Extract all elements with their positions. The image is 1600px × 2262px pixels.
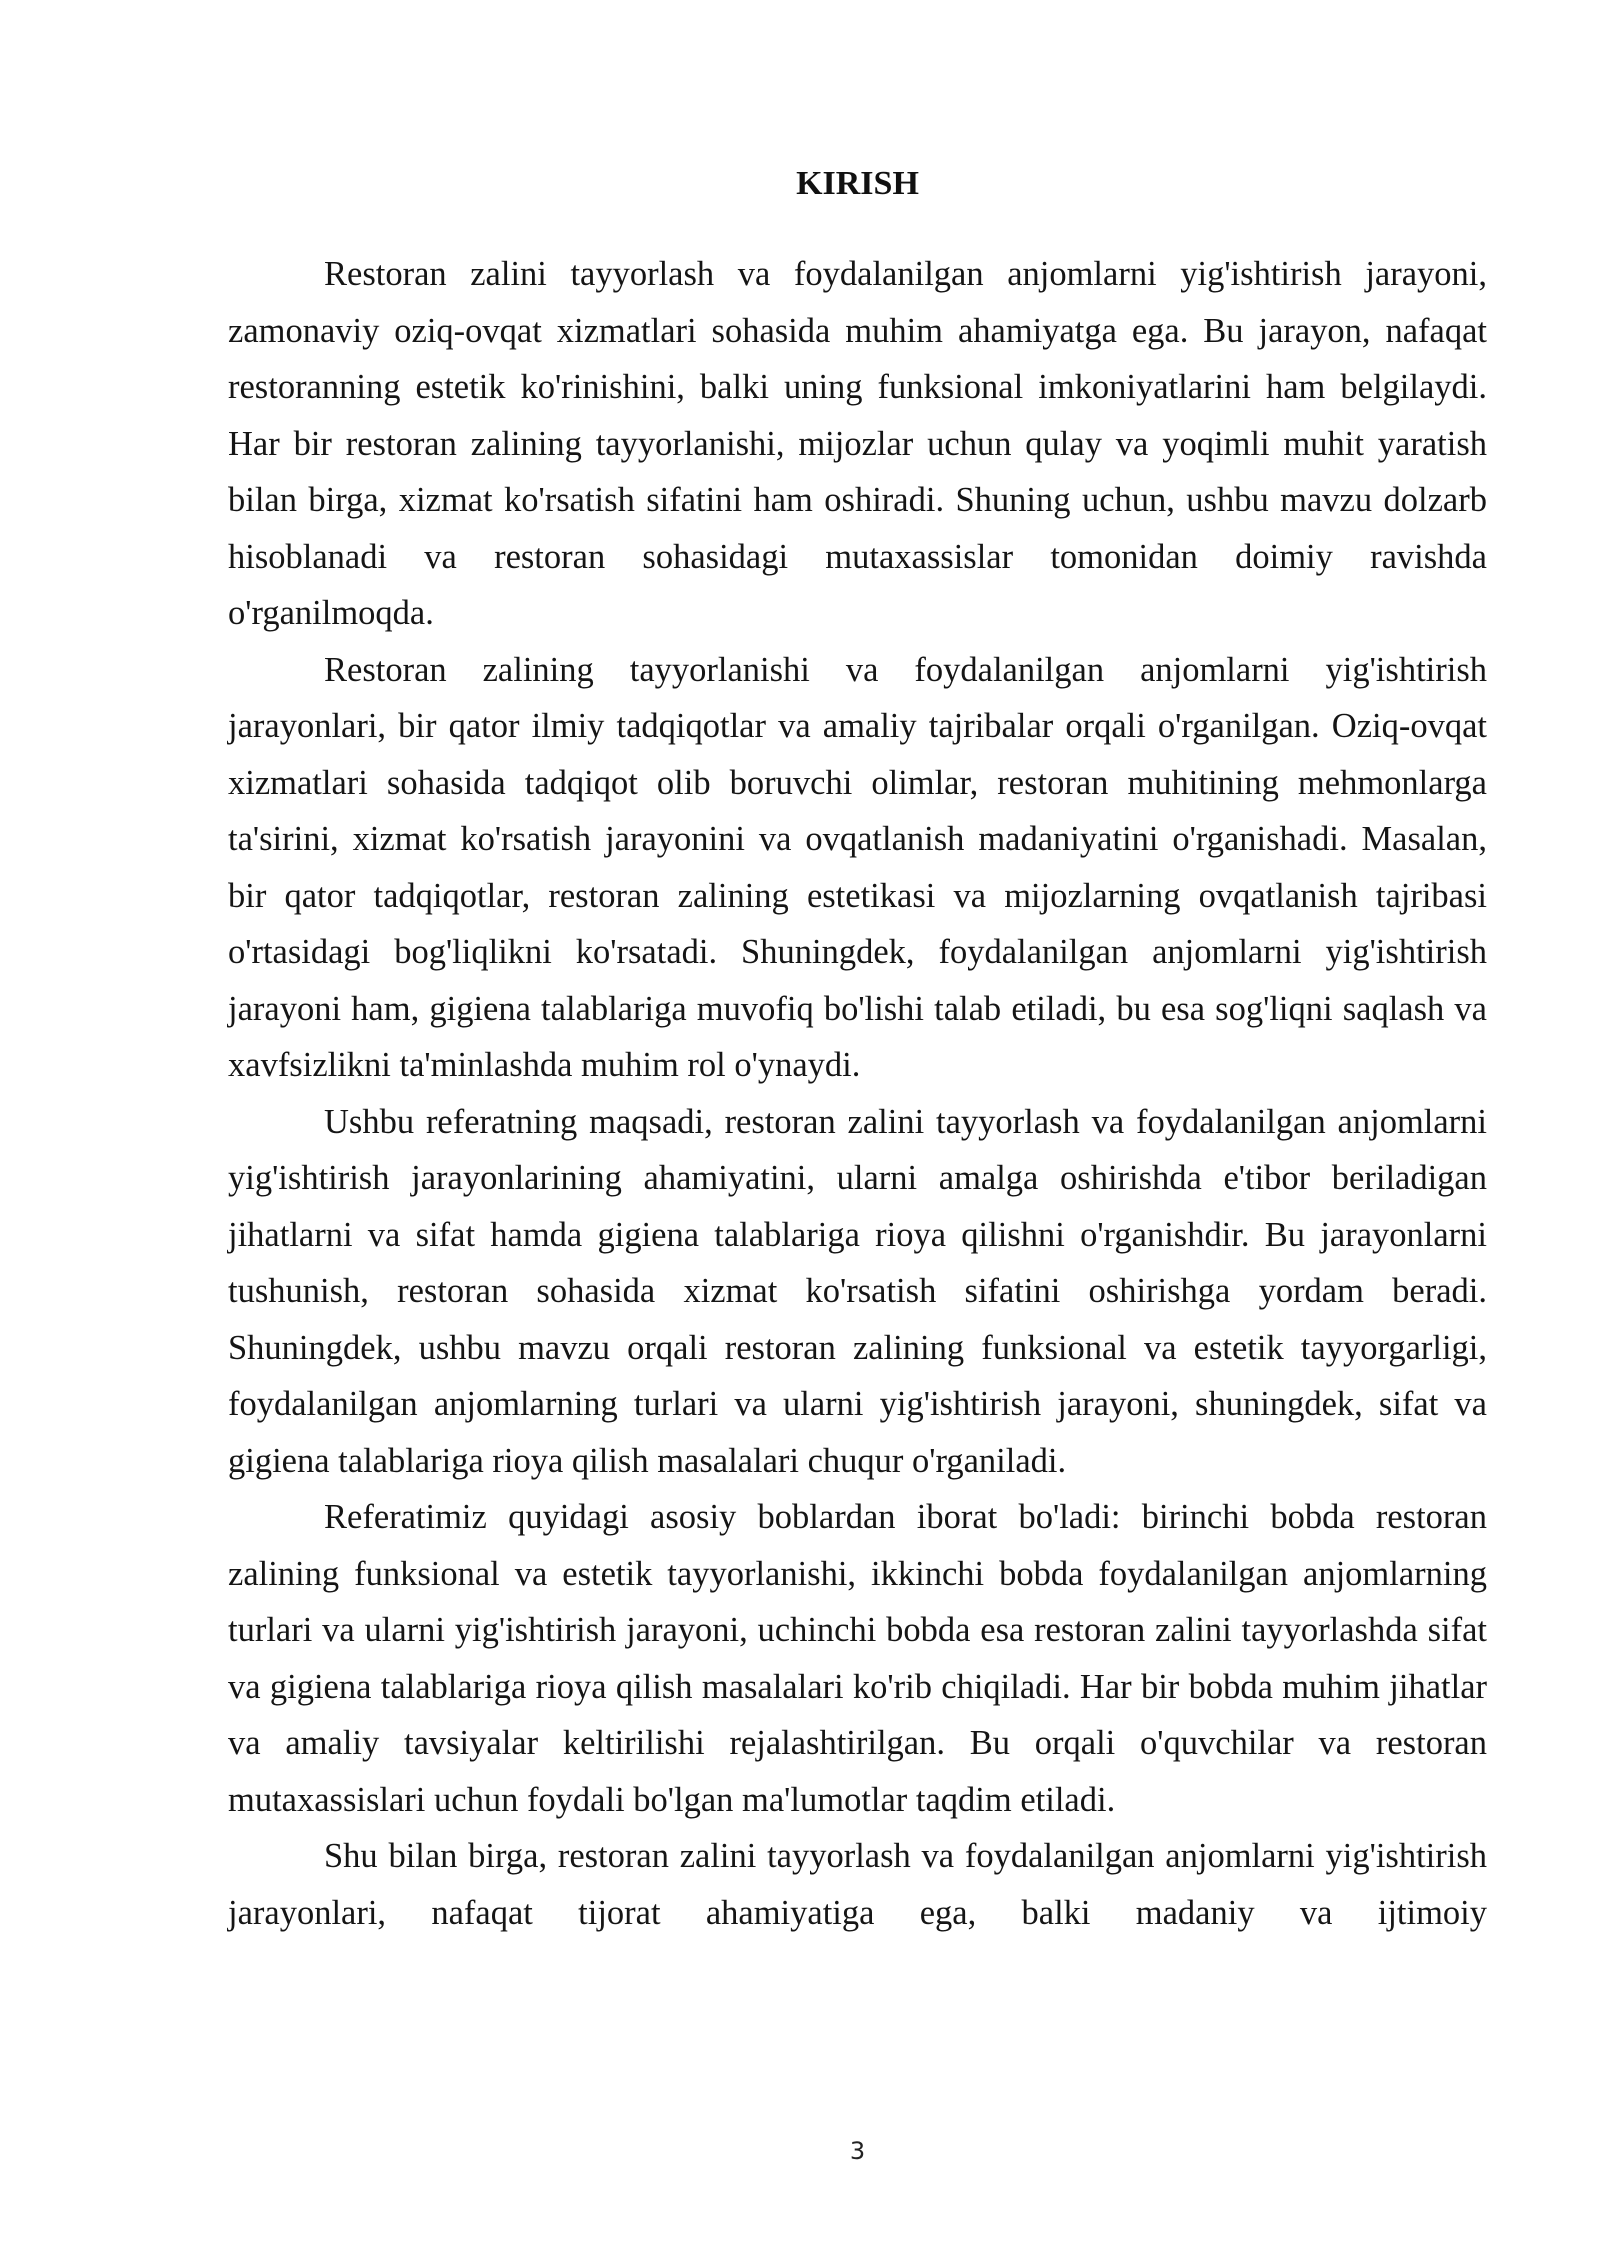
paragraph-4: Referatimiz quyidagi asosiy boblardan iborat bo'ladi: birinchi bobda restoran zalining funksional va estetik tayyorlanishi, ikkinchi bobda foydalanilgan anjomlarning turlari va ularni yig'ishtirish jarayoni, uchinchi bobda esa restoran zalini tayyorlashda sifat va gigiena talablariga rioya qilish masalalari ko'rib chiqiladi. Har bir bobda muhim jihatlar va amaliy tavsiyalar keltirilishi rejalashtirilgan. Bu orqali o'quvchilar va restoran mutaxassislari uchun foydali bo'lgan ma'lumotlar taqdim etiladi. xyxy=(228,1498,1487,1819)
paragraph-5: Shu bilan birga, restoran zalini tayyorlash va foydalanilgan anjomlarni yig'ishtirish jarayonlari, nafaqat tijorat ahamiyatiga ega, balki madaniy va ijtimoiy xyxy=(228,1837,1487,1932)
page-title: KIRISH xyxy=(796,165,919,202)
paragraph-2: Restoran zalining tayyorlanishi va foydalanilgan anjomlarni yig'ishtirish jarayonlari, bir qator ilmiy tadqiqotlar va amaliy tajribalar orqali o'rganilgan. Oziq-ovqat xizmatlari sohasida tadqiqot olib boruvchi olimlar, restoran muhitining mehmonlarga ta'sirini, xizmat ko'rsatish jarayonini va ovqatlanish madaniyatini o'rganishadi. Masalan, bir qator tadqiqotlar, restoran zalining estetikasi va mijozlarning ovqatlanish tajribasi o'rtasidagi bog'liqlikni ko'rsatadi. Shuningdek, foydalanilgan anjomlarni yig'ishtirish jarayoni ham, gigiena talablariga muvofiq bo'lishi talab etiladi, bu esa sog'liqni saqlash va xavfsizlikni ta'minlashda muhim rol o'ynaydi. xyxy=(228,650,1487,1084)
paragraph-1: Restoran zalini tayyorlash va foydalanilgan anjomlarni yig'ishtirish jarayoni, zamonaviy oziq-ovqat xizmatlari sohasida muhim ahamiyatga ega. Bu jarayon, nafaqat restoranning estetik ko'rinishini, balki uning funksional imkoniyatlarini ham belgilaydi. Har bir restoran zalining tayyorlanishi, mijozlar uchun qulay va yoqimli muhit yaratish bilan birga, xizmat ko'rsatish sifatini ham oshiradi. Shuning uchun, ushbu mavzu dolzarb hisoblanadi va restoran sohasidagi mutaxassislar tomonidan doimiy ravishda o'rganilmoqda. xyxy=(228,255,1487,632)
body-text xyxy=(228,246,1487,1941)
paragraph-3: Ushbu referatning maqsadi, restoran zalini tayyorlash va foydalanilgan anjomlarni yig'ishtirish jarayonlarining ahamiyatini, ularni amalga oshirishda e'tibor beriladigan jihatlarni va sifat hamda gigiena talablariga rioya qilishni o'rganishdir. Bu jarayonlarni tushunish, restoran sohasida xizmat ko'rsatish sifatini oshirishga yordam beradi. Shuningdek, ushbu mavzu orqali restoran zalining funksional va estetik tayyorgarligi, foydalanilgan anjomlarning turlari va ularni yig'ishtirish jarayoni, shuningdek, sifat va gigiena talablariga rioya qilish masalalari chuqur o'rganiladi. xyxy=(228,1102,1487,1480)
page-number: 3 xyxy=(849,2137,866,2165)
